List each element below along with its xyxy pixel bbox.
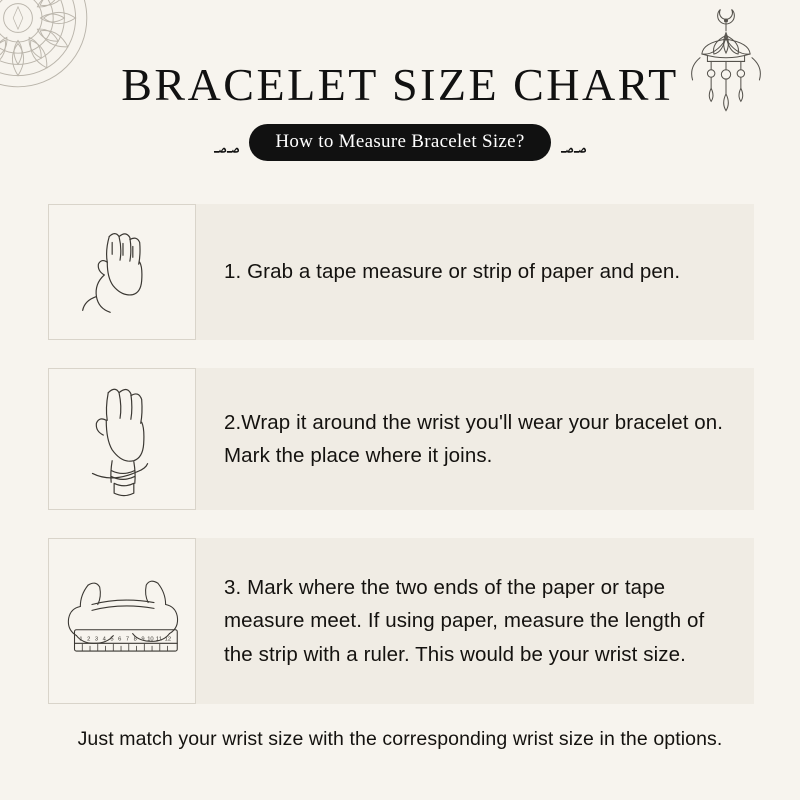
page-title: BRACELET SIZE CHART [121, 59, 679, 110]
svg-text:4: 4 [102, 636, 106, 643]
svg-text:1: 1 [79, 636, 83, 643]
steps-list [48, 204, 754, 732]
svg-text:9: 9 [141, 636, 145, 643]
footer-note: Just match your wrist size with the corresponding wrist size in the options. [77, 728, 723, 750]
svg-text:6: 6 [118, 636, 122, 643]
svg-text:5: 5 [110, 636, 114, 643]
hands-measuring-strip-with-ruler-illustration [49, 558, 195, 684]
svg-text:7: 7 [125, 636, 130, 643]
svg-text:11: 11 [155, 636, 162, 643]
step-text: 2.Wrap it around the wrist you'll wear your bracelet on. Mark the place where it joins. [224, 410, 724, 467]
subtitle-badge: How to Measure Bracelet Size? [249, 124, 550, 161]
svg-text:3: 3 [94, 636, 99, 643]
list-item [48, 204, 754, 340]
svg-text:2: 2 [87, 636, 91, 643]
step-figure [48, 538, 196, 704]
step-text: 3. Mark where the two ends of the paper or tape measure meet. If using paper, measure the length of the strip with a ruler. This would be your wrist size. [224, 576, 705, 666]
list-item [48, 368, 754, 510]
step-text: 1. Grab a tape measure or strip of paper and pen. [224, 260, 681, 284]
step-figure [48, 204, 196, 340]
flourish-left-icon: ؃؃ [213, 129, 240, 155]
svg-text:12: 12 [164, 636, 172, 643]
list-item [48, 538, 754, 704]
hand-wrapping-wrist-illustration [62, 375, 182, 503]
svg-text:8: 8 [133, 636, 137, 643]
flourish-right-icon: ؃؃ [560, 129, 587, 155]
hand-with-tape-measure-illustration [62, 213, 182, 331]
subtitle-row [0, 124, 800, 161]
svg-text:10: 10 [147, 636, 154, 643]
step-figure [48, 368, 196, 510]
